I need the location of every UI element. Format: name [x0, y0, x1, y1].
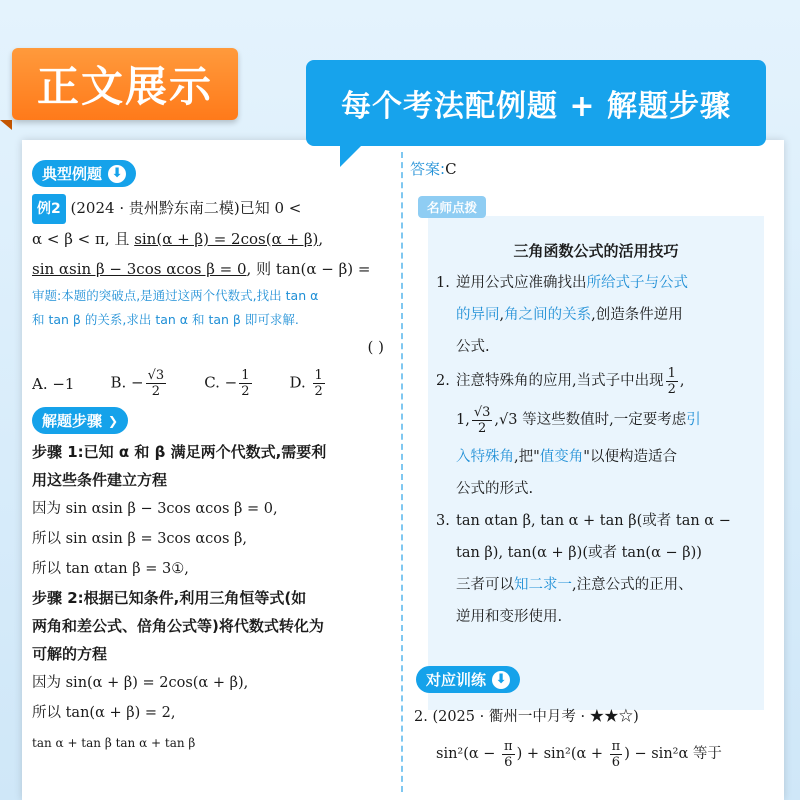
practice-expr-a: sin²(α −: [436, 746, 501, 762]
step1-heading-1: 步骤 1:已知 α 和 β 满足两个代数式,需要利: [32, 443, 327, 461]
step1-line-3: 所以 tan αtan β = 3①,: [32, 561, 189, 577]
question-ask: , 则 tan(α − β) =: [246, 260, 371, 278]
column-divider: [401, 152, 403, 792]
underlined-equation-1: sin(α + β) = 2cos(α + β): [134, 230, 319, 248]
typical-example-title: 典型例题: [42, 165, 103, 183]
option-d-numerator: 1: [314, 368, 323, 383]
tip2-root3-den: 2: [477, 420, 487, 436]
tip2-half-num: 1: [667, 365, 676, 381]
answer-line: [410, 158, 780, 179]
teacher-tip-box: [428, 216, 764, 710]
option-d-fraction: [313, 368, 325, 399]
tip2-text-c: ,把": [514, 449, 540, 465]
tip3-number: 3.: [436, 513, 450, 529]
option-d-denominator: 2: [314, 384, 323, 399]
tip2-text-d: "以便构造适合: [583, 449, 677, 465]
tip1-line-3: 公式.: [456, 339, 490, 355]
tip2-line-3: [428, 441, 764, 473]
tip3-text-c: ,注意公式的正用、: [572, 577, 693, 593]
option-b[interactable]: [110, 368, 168, 399]
practice-expr-c: ) − sin²α 等于: [624, 746, 722, 762]
tip2-text-a: 注意特殊角的应用,当式子中出现: [456, 373, 664, 389]
tip1-highlight-a: 所给式子与公式: [586, 275, 688, 291]
step2-line-1: 因为 sin(α + β) = 2cos(α + β),: [32, 675, 249, 691]
question-line-1: [32, 193, 392, 224]
tip3-text-a: tan αtan β, tan α + tan β(或者 tan α −: [456, 513, 731, 529]
tip2-root3-fraction: [472, 405, 493, 436]
practice-pi-1: π: [504, 738, 513, 754]
tip2-half-den: 2: [667, 381, 676, 397]
solution-steps-pill: [32, 407, 128, 434]
underlined-equation-2: sin αsin β − 3cos αcos β = 0: [32, 260, 247, 278]
tip2-root3-num: √3: [473, 404, 491, 420]
solution-steps-title: 解题步骤: [42, 412, 103, 430]
step2-heading-1: 步骤 2:根据已知条件,利用三角恒等式(如: [32, 589, 307, 607]
tip1-text-b: ,创造条件逆用: [591, 307, 683, 323]
tip3-line-1: [428, 505, 764, 537]
practice-expr-b: ) + sin²(α +: [516, 746, 608, 762]
question-condition: α < β < π, 且: [32, 230, 135, 248]
practice-question-body: [436, 732, 778, 776]
practice-question-head: 2. (2025 · 衢州一中月考 · ★★☆): [414, 709, 639, 725]
option-a[interactable]: A. −1: [32, 374, 75, 393]
answer-label: 答案:: [410, 160, 446, 178]
step1-heading-2: 用这些条件建立方程: [32, 471, 168, 489]
tip2-half-fraction: [666, 366, 678, 397]
option-d[interactable]: [290, 368, 327, 399]
teacher-tip-label: 名师点拨: [418, 196, 486, 218]
option-b-prefix: B. −: [110, 373, 144, 392]
chevron-right-icon: ❯: [108, 413, 119, 428]
tip2-line-1: [428, 363, 764, 399]
review-hint-line-2: 和 tan β 的关系,求出 tan α 和 tan β 即可求解.: [32, 312, 299, 327]
review-hint-line-1: 审题:本题的突破点,是通过这两个代数式,找出 tan α: [32, 288, 319, 303]
practice-pi6-fraction-1: [502, 739, 515, 770]
example-badge: 例2: [32, 194, 66, 224]
option-d-prefix: D.: [289, 373, 311, 392]
tip2-line-2: [428, 399, 764, 441]
question-line-2: [32, 224, 392, 254]
typical-example-pill: [32, 160, 136, 187]
option-c-denominator: 2: [241, 384, 250, 399]
tip1-line-1: [428, 267, 764, 299]
tip2-text-b: ,√3 等这些数值时,一定要考虑: [494, 412, 687, 428]
tip3-line-3: [428, 569, 764, 601]
tip3-text-b: 三者可以: [456, 577, 514, 593]
option-b-numerator: √3: [147, 368, 165, 383]
answer-options: [32, 368, 392, 399]
option-c-numerator: 1: [241, 368, 250, 383]
tip3-line-2: tan β), tan(α + β)(或者 tan(α − β)): [456, 545, 702, 561]
tip3-highlight: 知二求一: [514, 577, 572, 593]
option-b-denominator: 2: [151, 384, 161, 399]
tip2-highlight-c: 值变角: [539, 449, 584, 465]
answer-blank: ( ): [367, 338, 384, 356]
tip1-number: 1.: [436, 275, 450, 291]
practice-title: 对应训练: [426, 671, 487, 689]
step2-heading-3: 可解的方程: [32, 645, 108, 663]
step2-line-2: 所以 tan(α + β) = 2,: [32, 705, 176, 721]
tip2-one: 1,: [456, 412, 470, 428]
tip3-line-4: 逆用和变形使用.: [456, 609, 563, 625]
tip2-comma: ,: [679, 373, 685, 389]
option-c[interactable]: [204, 368, 253, 399]
step1-line-2: 所以 sin αsin β = 3cos αcos β,: [32, 531, 248, 547]
down-arrow-icon: ⬇: [492, 671, 510, 689]
question-source: (2024 · 贵州黔东南二模)已知 0 <: [70, 199, 302, 217]
option-c-fraction: [239, 368, 251, 399]
question-comma: ,: [318, 230, 324, 248]
tip1-highlight-c: 角之间的关系: [504, 307, 592, 323]
tip1-highlight-b: 的异同: [456, 307, 500, 323]
step2-heading-2: 两角和差公式、倍角公式等)将代数式转化为: [32, 617, 324, 635]
tip2-number: 2.: [436, 373, 450, 389]
question-line-3: [32, 254, 392, 284]
content-display-tag: 正文展示: [12, 48, 238, 120]
practice-pi6-fraction-2: [610, 739, 623, 770]
step1-line-1: 因为 sin αsin β − 3cos αcos β = 0,: [32, 501, 278, 517]
down-arrow-icon: ⬇: [108, 165, 126, 183]
tip1-text-a: 逆用公式应准确找出: [456, 275, 587, 291]
answer-value: C: [445, 160, 457, 178]
tip1-comma: ,: [499, 307, 505, 323]
option-c-prefix: C. −: [204, 373, 238, 392]
tip2-highlight-b: 入特殊角: [456, 449, 514, 465]
tip2-line-4: 公式的形式.: [456, 481, 534, 497]
option-b-fraction: [146, 368, 167, 399]
right-column: [410, 150, 780, 800]
practice-six-1: 6: [504, 754, 513, 770]
practice-pill: [416, 666, 520, 693]
step2-line-3: tan α + tan β tan α + tan β: [32, 736, 196, 750]
left-column: [32, 150, 392, 800]
practice-pi-2: π: [611, 738, 621, 754]
feature-banner: 每个考法配例题 + 解题步骤: [306, 60, 766, 146]
tag-fold: [0, 120, 12, 130]
tip-title: 三角函数公式的活用技巧: [513, 242, 679, 260]
tip2-highlight-a: 引: [686, 412, 701, 428]
practice-six-2: 6: [611, 754, 621, 770]
tip1-line-2: [428, 299, 764, 331]
